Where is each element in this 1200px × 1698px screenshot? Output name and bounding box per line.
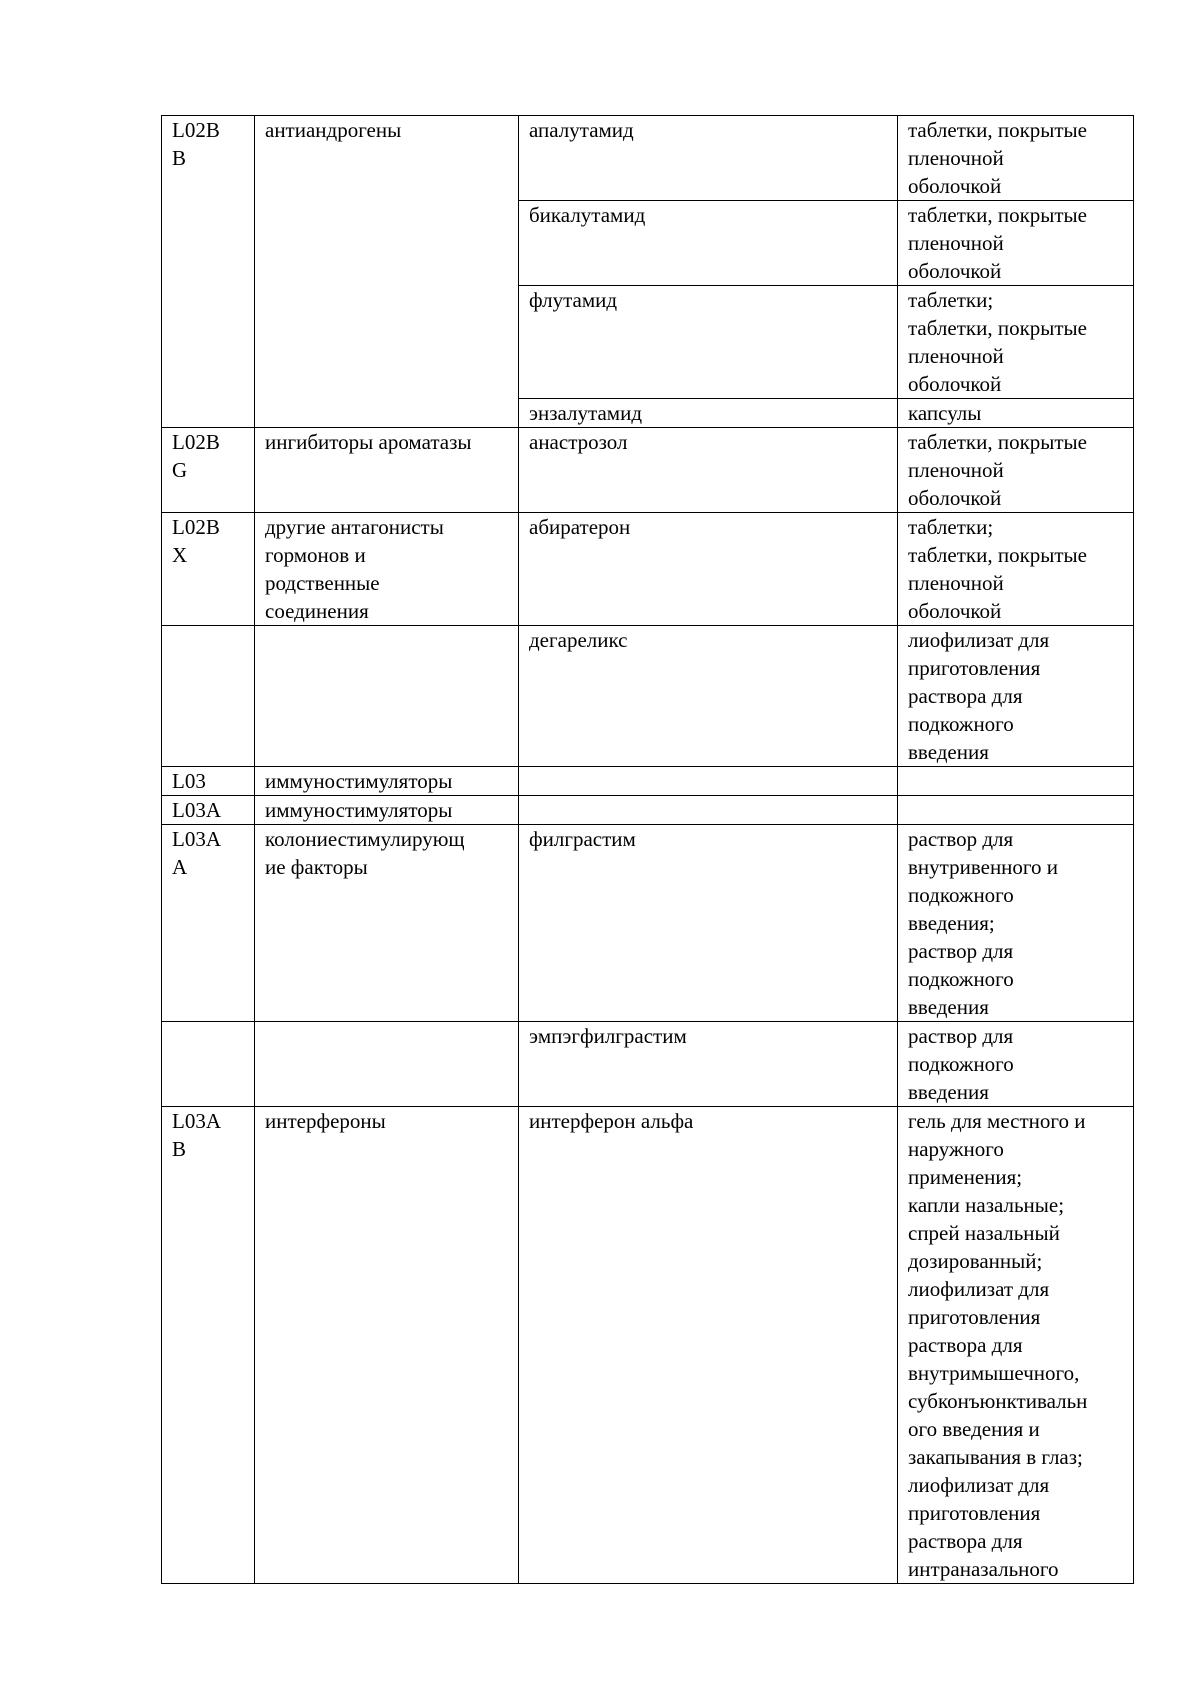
drug-name-cell: интерферон альфа [519,1107,898,1584]
drug-name-cell: абиратерон [519,513,898,626]
dosage-form-cell: лиофилизат для приготовления раствора для подкожного введения [898,626,1134,767]
pharmacological-group-cell: иммуностимуляторы [255,796,519,825]
dosage-form-cell: таблетки, покрытые пленочной оболочкой [898,428,1134,513]
pharmacological-group-cell: интерфероны [255,1107,519,1584]
drug-list-table [161,115,1134,1584]
dosage-form-cell: таблетки, покрытые пленочной оболочкой [898,116,1134,201]
drug-name-cell: анастрозол [519,428,898,513]
atc-code-cell: L03A B [162,1107,255,1584]
atc-code-cell [162,626,255,767]
pharmacological-group-cell: колониестимулирующ ие факторы [255,825,519,1022]
pharmacological-group-cell: другие антагонисты гормонов и родственные соединения [255,513,519,626]
atc-code-cell: L03A A [162,825,255,1022]
drug-name-cell: дегареликс [519,626,898,767]
atc-code-cell: L02B X [162,513,255,626]
drug-list-body [162,116,1134,1584]
drug-name-cell [519,796,898,825]
table-row [162,1022,1134,1107]
dosage-form-cell: таблетки, покрытые пленочной оболочкой [898,201,1134,286]
drug-name-cell: филграстим [519,825,898,1022]
drug-name-cell: энзалутамид [519,399,898,428]
dosage-form-cell: капсулы [898,399,1134,428]
drug-name-cell: эмпэгфилграстим [519,1022,898,1107]
table-row [162,428,1134,513]
pharmacological-group-cell [255,626,519,767]
atc-code-cell: L02B G [162,428,255,513]
pharmacological-group-cell [255,1022,519,1107]
table-row [162,116,1134,201]
dosage-form-cell: раствор для внутривенного и подкожного введения; раствор для подкожного введения [898,825,1134,1022]
pharmacological-group-cell: антиандрогены [255,116,519,428]
table-row [162,767,1134,796]
table-row [162,1107,1134,1584]
atc-code-cell: L03 [162,767,255,796]
drug-name-cell [519,767,898,796]
drug-name-cell: флутамид [519,286,898,399]
table-row [162,626,1134,767]
table-row [162,513,1134,626]
atc-code-cell [162,1022,255,1107]
dosage-form-cell: раствор для подкожного введения [898,1022,1134,1107]
dosage-form-cell: таблетки; таблетки, покрытые пленочной оболочкой [898,286,1134,399]
atc-code-cell: L03A [162,796,255,825]
table-row [162,796,1134,825]
pharmacological-group-cell: ингибиторы ароматазы [255,428,519,513]
table-row [162,825,1134,1022]
drug-name-cell: бикалутамид [519,201,898,286]
atc-code-cell: L02B B [162,116,255,428]
dosage-form-cell: таблетки; таблетки, покрытые пленочной оболочкой [898,513,1134,626]
dosage-form-cell: гель для местного и наружного применения; капли назальные; спрей назальный дозированный; лиофилизат для приготовления раствора для внутримышечного, субконъюнктивальн ого введения и закапывания в глаз; лиофилизат для приготовления раствора для интраназального [898,1107,1134,1584]
dosage-form-cell [898,796,1134,825]
pharmacological-group-cell: иммуностимуляторы [255,767,519,796]
drug-name-cell: апалутамид [519,116,898,201]
dosage-form-cell [898,767,1134,796]
